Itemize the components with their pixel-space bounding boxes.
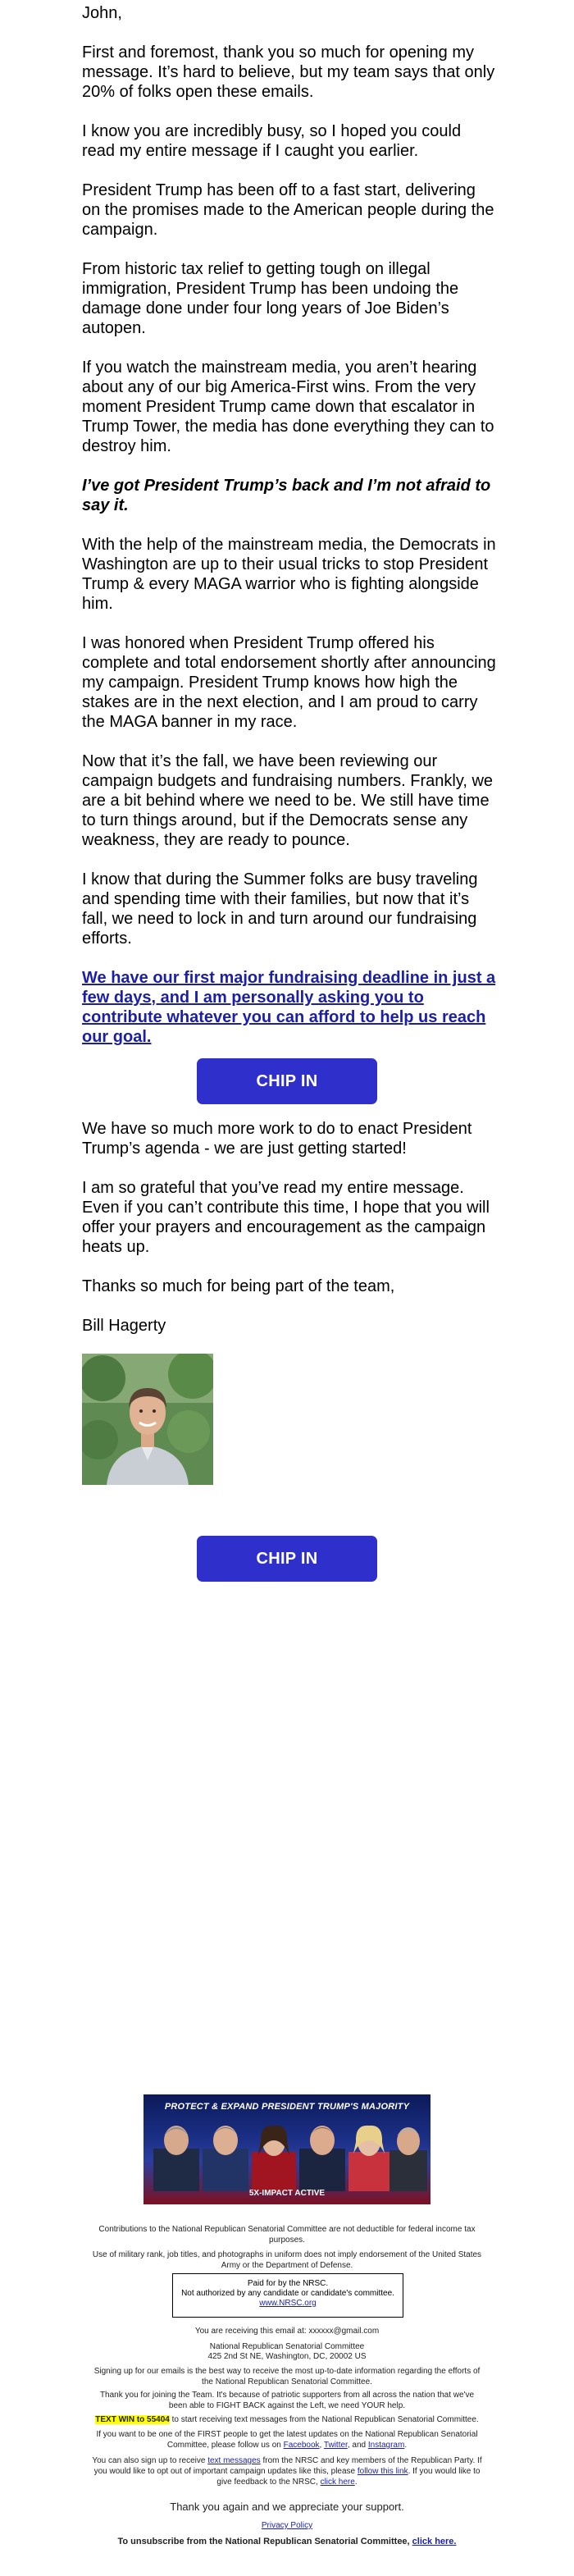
paragraph: I know that during the Summer folks are busy traveling and spending time with their families, but now that it’s fall, we need to lock in and turn around our fundraising efforts. xyxy=(82,870,478,948)
chip-in-button[interactable]: CHIP IN xyxy=(197,1058,377,1104)
thank-you-note: Thank you for joining the Team. It's because of patriotic supporters from all across the nation that we've been able to FIGHT BACK against the Left, we need YOUR help. xyxy=(99,2391,475,2410)
nrsc-website-link[interactable]: www.NRSC.org xyxy=(259,2299,317,2308)
paragraph: I know you are incredibly busy, so I hoped you could read my entire message if I caught you earlier. xyxy=(82,122,462,160)
social-follow-note: If you want to be one of the FIRST people to get the latest updates on the National Republican Senatorial Committee, please follow us on Facebook, Twitter, and Instagram. xyxy=(96,2430,478,2450)
org-address: 425 2nd St NE, Washington, DC, 20002 US xyxy=(207,2352,367,2361)
twitter-link[interactable]: Twitter xyxy=(323,2441,348,2450)
paragraph: Thanks so much for being part of the team, xyxy=(82,1277,395,1295)
paragraph: I am so grateful that you’ve read my entire message. Even if you can’t contribute this time, I hope that you will offer your prayers and encouragement as the campaign heats up. xyxy=(82,1179,490,1256)
facebook-link[interactable]: Facebook xyxy=(283,2441,320,2450)
org-name: National Republican Senatorial Committee xyxy=(209,2342,365,2351)
paragraph: First and foremost, thank you so much for opening my message. It’s hard to believe, but my team says that only 20% of folks open these emails. xyxy=(82,43,495,101)
salutation: John, xyxy=(82,4,122,22)
instagram-link[interactable]: Instagram xyxy=(367,2441,405,2450)
text-win-highlight: TEXT WIN to 55404 xyxy=(95,2415,170,2424)
text-opt-note: You can also sign up to receive text messages from the NRSC and key members of the Republican Party. If you would like to opt out of important campaign updates like this, please follow this link. If you would like to give feedback to the NRSC, click here. xyxy=(92,2456,482,2487)
feedback-link[interactable]: click here xyxy=(320,2478,355,2487)
unsubscribe-line: To unsubscribe from the National Republican Senatorial Committee, click here. xyxy=(117,2537,457,2546)
paid-for-box xyxy=(172,2273,403,2318)
letter-body xyxy=(82,0,496,1066)
banner-title: PROTECT & EXPAND PRESIDENT TRUMP'S MAJORITY xyxy=(164,2102,410,2112)
paid-for-line: Paid for by the NRSC. xyxy=(247,2279,329,2288)
text-messages-link[interactable]: text messages xyxy=(207,2456,261,2465)
majority-banner[interactable] xyxy=(144,2094,430,2204)
letter-body-continued xyxy=(82,1119,496,1355)
military-disclaimer: Use of military rank, job titles, and photographs in uniform does not imply endorsement of the United States Army or the Department of Defense. xyxy=(92,2250,482,2270)
paragraph: We have so much more work to do to enact President Trump’s agenda - we are just getting started! xyxy=(82,1120,472,1158)
paragraph: With the help of the mainstream media, the Democrats in Washington are up to their usual tricks to stop President Trump & every MAGA warrior who is fighting alongside him. xyxy=(82,536,496,613)
donation-cta-link[interactable]: We have our first major fundraising deadline in just a few days, and I am personally asking you to contribute whatever you can afford to help us reach our goal. xyxy=(82,969,496,1046)
signup-note: Signing up for our emails is the best way to receive the most up-to-date information regarding the efforts of the National Republican Senatorial Committee. xyxy=(93,2367,481,2386)
receiving-email-notice: You are receiving this email at: xxxxxx@gmail.com xyxy=(194,2327,380,2336)
chip-in-button-secondary[interactable]: CHIP IN xyxy=(197,1536,377,1582)
paragraph: Now that it’s the fall, we have been reviewing our campaign budgets and fundraising numbers. Frankly, we are a bit behind where we need to be. We still have time to turn things around, but if the Democrats sense any weakness, they are ready to pounce. xyxy=(82,752,494,849)
banner-subtitle: 5X-IMPACT ACTIVE xyxy=(248,2189,326,2198)
privacy-policy-link: Privacy Policy xyxy=(261,2521,313,2530)
closing-thanks: Thank you again and we appreciate your support. xyxy=(170,2501,404,2513)
not-authorized-line: Not authorized by any candidate or candidate's committee. xyxy=(181,2289,394,2298)
opt-out-link[interactable]: follow this link xyxy=(357,2467,408,2476)
senators-group-photo xyxy=(144,2116,430,2191)
signature: Bill Hagerty xyxy=(82,1317,166,1335)
unsubscribe-link[interactable]: click here. xyxy=(412,2537,457,2546)
emphasis-paragraph: I’ve got President Trump’s back and I’m not afraid to say it. xyxy=(82,477,491,514)
text-win-line: TEXT WIN to 55404 to start receiving text messages from the National Republican Senatorial Committee. xyxy=(95,2415,479,2424)
paragraph: From historic tax relief to getting tough on illegal immigration, President Trump has been undoing the damage done under four long years of Joe Biden’s autopen. xyxy=(82,260,459,337)
candidate-photo xyxy=(82,1354,213,1485)
paragraph: I was honored when President Trump offered his complete and total endorsement shortly after announcing my campaign. President Trump knows how high the stakes are in the next election, and I am proud to carry the MAGA banner in my race. xyxy=(82,634,496,731)
tax-disclaimer: Contributions to the National Republican Senatorial Committee are not deductible for federal income tax purposes. xyxy=(98,2225,476,2245)
paragraph: If you watch the mainstream media, you aren’t hearing about any of our big America-First wins. From the very moment President Trump came down that escalator in Trump Tower, the media has done everything they can to destroy him. xyxy=(82,359,494,455)
paragraph: President Trump has been off to a fast start, delivering on the promises made to the American people during the campaign. xyxy=(82,181,494,239)
